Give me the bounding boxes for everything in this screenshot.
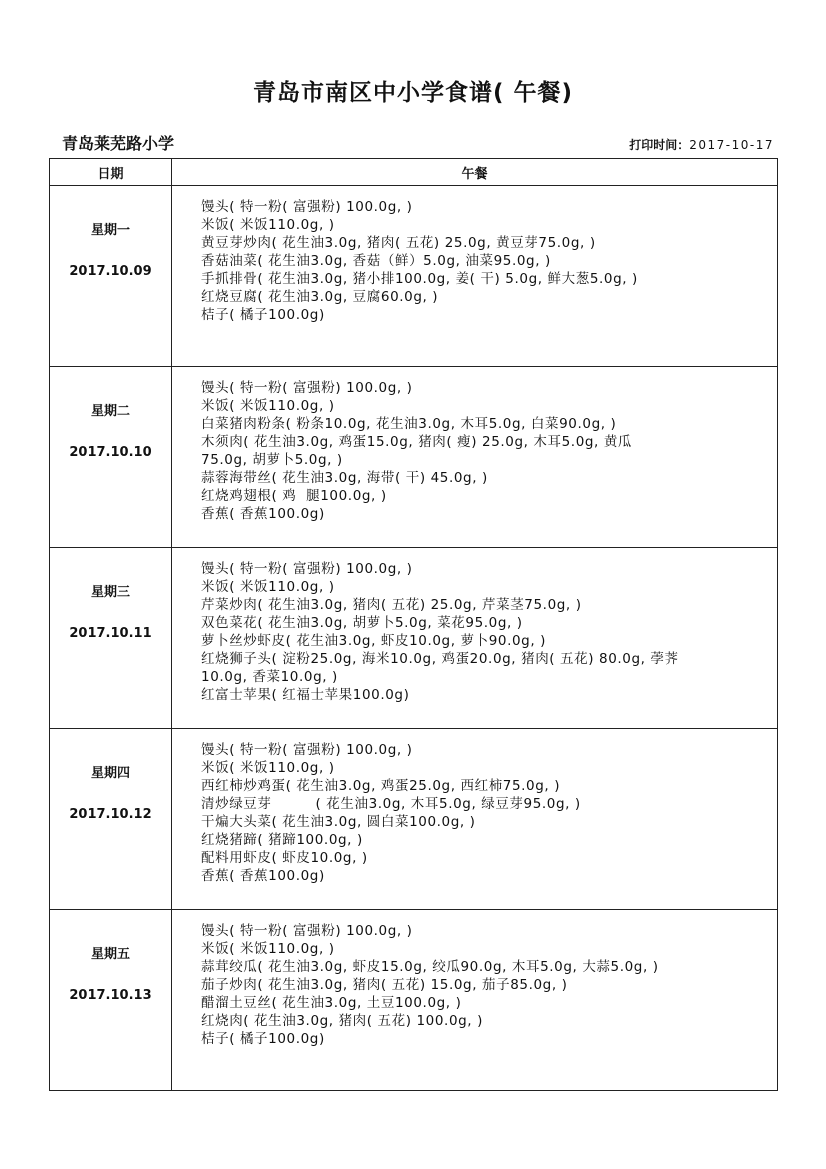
date-cell bbox=[50, 548, 172, 729]
dish-list bbox=[201, 741, 777, 885]
date-label: 2017.10.09 bbox=[69, 264, 152, 279]
dish-item: 馒头( 特一粉( 富强粉) 100.0g, ) bbox=[201, 561, 413, 577]
dish-item: 蒜茸绞瓜( 花生油3.0g, 虾皮15.0g, 绞瓜90.0g, 木耳5.0g, 大蒜5.0g, ) bbox=[201, 959, 659, 975]
dish-item: 馒头( 特一粉( 富强粉) 100.0g, ) bbox=[201, 380, 413, 396]
lunch-cell bbox=[172, 729, 778, 910]
dish-item: 米饭( 米饭110.0g, ) bbox=[201, 941, 335, 957]
dish-item: 红烧肉( 花生油3.0g, 猪肉( 五花) 100.0g, ) bbox=[201, 1013, 483, 1029]
date-cell bbox=[50, 729, 172, 910]
table-row bbox=[50, 367, 778, 548]
dish-item: 桔子( 橘子100.0g) bbox=[201, 307, 325, 323]
lunch-cell bbox=[172, 367, 778, 548]
print-time-value: 2017-10-17 bbox=[689, 138, 774, 152]
menu-body bbox=[50, 186, 778, 1091]
dish-item: 配料用虾皮( 虾皮10.0g, ) bbox=[201, 850, 368, 866]
dish-item: 黄豆芽炒肉( 花生油3.0g, 猪肉( 五花) 25.0g, 黄豆芽75.0g, ) bbox=[201, 235, 596, 251]
dish-item: 红烧豆腐( 花生油3.0g, 豆腐60.0g, ) bbox=[201, 289, 439, 305]
dish-item: 红烧猪蹄( 猪蹄100.0g, ) bbox=[201, 832, 363, 848]
dish-item: 馒头( 特一粉( 富强粉) 100.0g, ) bbox=[201, 742, 413, 758]
dish-item: 红烧狮子头( 淀粉25.0g, 海米10.0g, 鸡蛋20.0g, 猪肉( 五花) 80.0g, 荸荠 10.0g, 香菜10.0g, ) bbox=[201, 651, 679, 685]
dish-item: 馒头( 特一粉( 富强粉) 100.0g, ) bbox=[201, 199, 413, 215]
dish-item: 芹菜炒肉( 花生油3.0g, 猪肉( 五花) 25.0g, 芹菜茎75.0g, ) bbox=[201, 597, 582, 613]
page-title: 青岛市南区中小学食谱( 午餐) bbox=[252, 80, 574, 106]
weekday-label: 星期四 bbox=[90, 766, 130, 781]
dish-list bbox=[201, 198, 777, 324]
dish-item: 米饭( 米饭110.0g, ) bbox=[201, 579, 335, 595]
dish-item: 香蕉( 香蕉100.0g) bbox=[201, 868, 325, 884]
weekday-label: 星期一 bbox=[90, 223, 130, 238]
lunch-cell bbox=[172, 548, 778, 729]
date-label: 2017.10.12 bbox=[69, 807, 152, 822]
header-date: 日期 bbox=[50, 159, 172, 186]
dish-item: 西红柿炒鸡蛋( 花生油3.0g, 鸡蛋25.0g, 西红柿75.0g, ) bbox=[201, 778, 561, 794]
dish-item: 桔子( 橘子100.0g) bbox=[201, 1031, 325, 1047]
header-lunch: 午餐 bbox=[172, 159, 778, 186]
menu-table bbox=[49, 158, 778, 1091]
date-cell bbox=[50, 186, 172, 367]
dish-item: 清炒绿豆芽 ( 花生油3.0g, 木耳5.0g, 绿豆芽95.0g, ) bbox=[201, 796, 581, 812]
table-row bbox=[50, 548, 778, 729]
dish-list bbox=[201, 922, 777, 1048]
lunch-cell bbox=[172, 186, 778, 367]
dish-item: 茄子炒肉( 花生油3.0g, 猪肉( 五花) 15.0g, 茄子85.0g, ) bbox=[201, 977, 568, 993]
print-time bbox=[629, 136, 774, 153]
weekday-label: 星期三 bbox=[90, 585, 130, 600]
date-label: 2017.10.13 bbox=[69, 988, 152, 1003]
weekday-label: 星期二 bbox=[90, 404, 130, 419]
print-time-label: 打印时间： bbox=[629, 138, 690, 152]
date-cell bbox=[50, 910, 172, 1091]
dish-item: 蒜蓉海带丝( 花生油3.0g, 海带( 干) 45.0g, ) bbox=[201, 470, 488, 486]
dish-item: 香蕉( 香蕉100.0g) bbox=[201, 506, 325, 522]
dish-item: 萝卜丝炒虾皮( 花生油3.0g, 虾皮10.0g, 萝卜90.0g, ) bbox=[201, 633, 546, 649]
dish-item: 米饭( 米饭110.0g, ) bbox=[201, 217, 335, 233]
weekday-label: 星期五 bbox=[90, 947, 130, 962]
table-row bbox=[50, 729, 778, 910]
school-name: 青岛莱芜路小学 bbox=[62, 134, 175, 153]
dish-item: 白菜猪肉粉条( 粉条10.0g, 花生油3.0g, 木耳5.0g, 白菜90.0g, ) bbox=[201, 416, 617, 432]
dish-item: 手抓排骨( 花生油3.0g, 猪小排100.0g, 姜( 干) 5.0g, 鲜大葱5.0g, ) bbox=[201, 271, 638, 287]
date-label: 2017.10.10 bbox=[69, 445, 152, 460]
dish-list bbox=[201, 560, 777, 704]
dish-item: 红富士苹果( 红福士苹果100.0g) bbox=[201, 687, 410, 703]
dish-item: 木须肉( 花生油3.0g, 鸡蛋15.0g, 猪肉( 瘦) 25.0g, 木耳5.0g, 黄瓜 75.0g, 胡萝卜5.0g, ) bbox=[201, 434, 633, 468]
date-cell bbox=[50, 367, 172, 548]
dish-item: 米饭( 米饭110.0g, ) bbox=[201, 398, 335, 414]
table-row bbox=[50, 910, 778, 1091]
dish-item: 香菇油菜( 花生油3.0g, 香菇（鲜）5.0g, 油菜95.0g, ) bbox=[201, 253, 551, 269]
dish-item: 双色菜花( 花生油3.0g, 胡萝卜5.0g, 菜花95.0g, ) bbox=[201, 615, 523, 631]
dish-item: 馒头( 特一粉( 富强粉) 100.0g, ) bbox=[201, 923, 413, 939]
date-label: 2017.10.11 bbox=[69, 626, 152, 641]
dish-item: 红烧鸡翅根( 鸡 腿100.0g, ) bbox=[201, 488, 387, 504]
dish-item: 干煸大头菜( 花生油3.0g, 圆白菜100.0g, ) bbox=[201, 814, 476, 830]
dish-list bbox=[201, 379, 777, 523]
dish-item: 米饭( 米饭110.0g, ) bbox=[201, 760, 335, 776]
dish-item: 醋溜土豆丝( 花生油3.0g, 土豆100.0g, ) bbox=[201, 995, 462, 1011]
table-row bbox=[50, 186, 778, 367]
lunch-cell bbox=[172, 910, 778, 1091]
header-row bbox=[50, 159, 778, 186]
